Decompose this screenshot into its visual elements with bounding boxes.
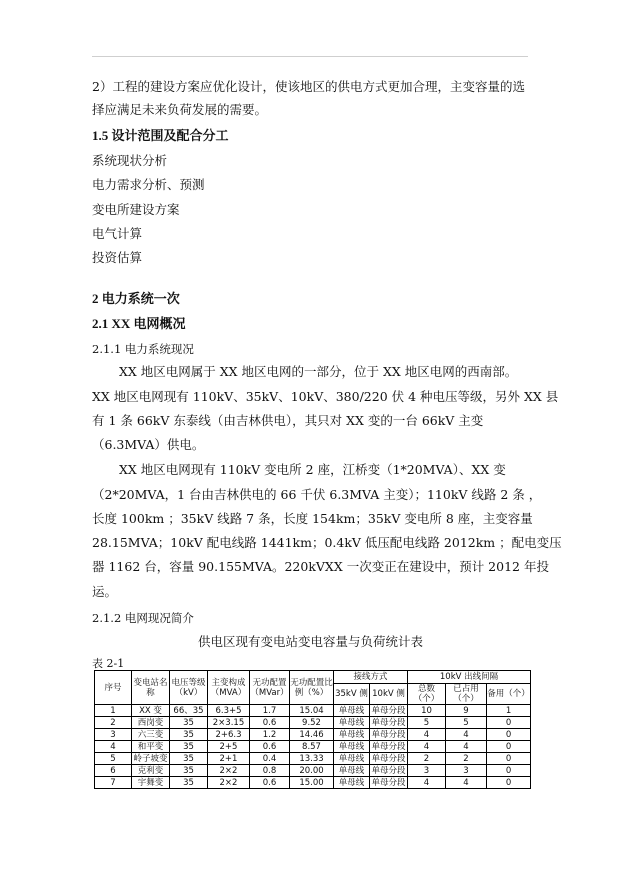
table-row [95,777,531,789]
cell-seq: 4 [95,741,132,753]
scope-item: 变电所建设方案 [92,202,180,217]
cell-seq: 3 [95,729,132,741]
cell-wiring-10kv: 单母分段 [371,705,406,716]
para1-line2: 择应满足未来负荷发展的需要。 [92,102,268,117]
para2-line4: （6.3MVA）供电。 [92,437,205,452]
para2-line3: 有 1 条 66kV 东泰线（由吉林供电），其只对 XX 变的一台 66kV 主变 [92,413,484,428]
section-heading-2-1-2: 2.1.2 电网现况简介 [92,611,194,625]
cell-seq: 2 [95,717,132,729]
cell-wiring-10kv: 单母分段 [371,741,406,752]
cell-spare: 0 [487,753,531,765]
cell-total: 4 [408,777,446,789]
cell-wiring-10kv: 单母分段 [371,765,406,776]
cell-reactive-ratio: 8.57 [290,741,334,753]
cell-name: XX 变 [132,705,170,717]
cell-main-transformer: 2+5 [208,741,250,753]
header-wiring-10kv: 10kV 侧 [370,684,408,705]
cell-seq: 7 [95,777,132,789]
cell-spare: 1 [487,705,531,717]
header-wiring: 接线方式 [334,671,408,684]
scope-item: 投资估算 [92,250,143,265]
cell-name: 六三变 [132,729,170,741]
header-name: 变电站名称 [132,671,170,705]
scope-item: 系统现状分析 [92,153,168,168]
cell-main-transformer: 2×3.15 [208,717,250,729]
cell-wiring-10kv: 单母分段 [371,717,406,728]
table-row [95,717,531,729]
cell-used: 4 [446,777,487,789]
cell-used: 4 [446,741,487,753]
para3-line6: 运。 [92,584,118,599]
cell-main-transformer: 2×2 [208,777,250,789]
cell-seq: 1 [95,705,132,717]
cell-spare: 0 [487,741,531,753]
para3-line3: 长度 100km ；35kV 线路 7 条，长度 154km；35kV 变电所 8 座，主变容量 [92,511,533,526]
cell-reactive-config: 0.6 [250,741,290,753]
cell-wiring-35kv: 单母线 [334,765,370,777]
cell-wiring-35kv: 单母线 [334,717,370,729]
cell-reactive-ratio: 15.04 [290,705,334,717]
cell-reactive-config: 0.6 [250,717,290,729]
cell-used: 9 [446,705,487,717]
table-caption: 供电区现有变电站变电容量与负荷统计表 [197,634,423,649]
cell-voltage: 35 [170,765,208,777]
cell-name: 西岗变 [132,717,170,729]
cell-used: 3 [446,765,487,777]
cell-reactive-ratio: 15.00 [290,777,334,789]
cell-total: 3 [408,765,446,777]
cell-spare: 0 [487,729,531,741]
cell-voltage: 35 [170,753,208,765]
cell-main-transformer: 2+1 [208,753,250,765]
cell-spare: 0 [487,765,531,777]
cell-name: 和平变 [132,741,170,753]
cell-name: 岭子坡变 [133,753,168,764]
cell-wiring-10kv: 单母分段 [371,729,406,740]
section-heading-1-5: 1.5 设计范围及配合分工 [92,128,229,143]
cell-reactive-config: 0.4 [250,753,290,765]
cell-voltage: 66、35 [170,705,208,717]
header-spare: 备用（个） [487,684,531,705]
cell-reactive-config: 1.7 [250,705,290,717]
header-seq: 序号 [95,671,132,705]
header-rule [92,56,528,57]
header-used: 已占用（个） [446,684,487,705]
table-row [95,729,531,741]
para2-line2: XX 地区电网现有 110kV、35kV、10kV、380/220 伏 4 种电压等级，另外 XX 县 [92,389,559,404]
section-heading-2-1-1: 2.1.1 电力系统现况 [92,342,194,356]
cell-reactive-ratio: 9.52 [290,717,334,729]
cell-wiring-10kv: 单母分段 [371,753,406,764]
para3-line1: XX 地区电网现有 110kV 变电所 2 座，江桥变（1*20MVA）、XX 变 [119,462,506,477]
table-row [95,753,531,765]
table-row [95,765,531,777]
cell-wiring-35kv: 单母线 [334,777,370,789]
cell-total: 5 [408,717,446,729]
cell-reactive-config: 0.6 [250,777,290,789]
section-heading-2-1: 2.1 XX 电网概况 [92,316,186,331]
cell-name: 克利变 [132,765,170,777]
cell-name: 宇舞变 [132,777,170,789]
cell-seq: 5 [95,753,132,765]
cell-spare: 0 [487,777,531,789]
header-voltage: 电压等级（kV） [170,671,208,705]
cell-voltage: 35 [170,777,208,789]
cell-voltage: 35 [170,717,208,729]
cell-voltage: 35 [170,741,208,753]
substation-table [94,670,531,789]
cell-used: 5 [446,717,487,729]
para1-line1: 2）工程的建设方案应优化设计，使该地区的供电方式更加合理，主变容量的选 [92,79,525,94]
header-outgoing: 10kV 出线间隔 [408,671,531,684]
header-reactive-ratio: 无功配置比例（%） [290,671,334,705]
header-total: 总数（个） [408,684,446,705]
cell-main-transformer: 2×2 [208,765,250,777]
cell-reactive-config: 0.8 [250,765,290,777]
cell-wiring-35kv: 单母线 [334,753,370,765]
scope-item: 电气计算 [92,226,143,241]
cell-wiring-35kv: 单母线 [334,741,370,753]
cell-wiring-35kv: 单母线 [334,729,370,741]
cell-spare: 0 [487,717,531,729]
section-heading-2: 2 电力系统一次 [92,291,180,306]
cell-total: 10 [408,705,446,717]
cell-reactive-config: 1.2 [250,729,290,741]
cell-total: 4 [408,741,446,753]
cell-seq: 6 [95,765,132,777]
header-reactive-config: 无功配置（MVar） [250,671,290,705]
scope-item: 电力需求分析、预测 [92,177,205,192]
para3-line4: 28.15MVA；10kV 配电线路 1441km；0.4kV 低压配电线路 2012km ；配电变压 [92,535,562,550]
para3-line5: 器 1162 台，容量 90.155MVA。220kVXX 一次变正在建设中，预计 2012 年投 [92,559,549,574]
cell-total: 4 [408,729,446,741]
cell-used: 4 [446,729,487,741]
cell-main-transformer: 2+6.3 [208,729,250,741]
para2-line1: XX 地区电网属于 XX 地区电网的一部分，位于 XX 地区电网的西南部。 [119,364,518,379]
header-wiring-35kv: 35kV 侧 [334,684,370,705]
cell-wiring-10kv: 单母分段 [371,777,406,788]
cell-total: 2 [408,753,446,765]
cell-reactive-ratio: 14.46 [290,729,334,741]
cell-main-transformer: 6.3+5 [208,705,250,717]
cell-reactive-ratio: 13.33 [290,753,334,765]
table-number: 表 2-1 [92,657,125,670]
table-row [95,741,531,753]
header-main-transformer: 主变构成（MVA） [208,671,250,705]
cell-reactive-ratio: 20.00 [290,765,334,777]
table-row [95,705,531,717]
para3-line2: （2*20MVA，1 台由吉林供电的 66 千伏 6.3MVA 主变）；110kV 线路 2 条 ， [92,487,542,502]
cell-voltage: 35 [170,729,208,741]
cell-used: 2 [446,753,487,765]
cell-wiring-35kv: 单母线 [334,705,370,717]
